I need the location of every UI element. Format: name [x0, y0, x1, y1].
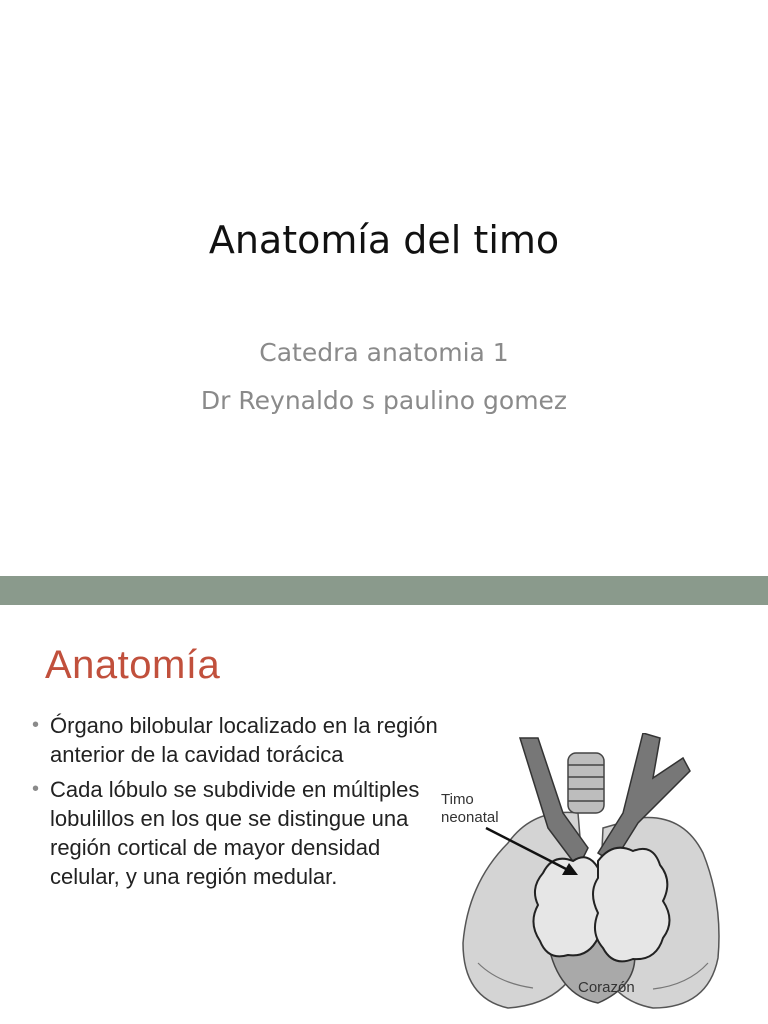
- trachea: [568, 753, 604, 813]
- thymus-right-lobe: [593, 848, 670, 962]
- slide-subtitle-course: Catedra anatomia 1: [259, 338, 509, 367]
- label-corazon: Corazón: [578, 979, 635, 996]
- bullet-text: Cada lóbulo se subdivide en múltiples lobulillos en los que se distingue una región cortical de mayor densidad celular, y una región medular.: [50, 777, 420, 889]
- bullet-item: [32, 711, 452, 769]
- bullet-list: [32, 711, 452, 897]
- label-timo: Timo: [441, 791, 474, 808]
- bullet-item: [32, 775, 452, 891]
- thymus-diagram: [438, 733, 738, 1024]
- bullet-dot-icon: •: [32, 714, 40, 736]
- anatomy-slide-title: Anatomía: [45, 643, 221, 687]
- bullet-text: Órgano bilobular localizado en la región anterior de la cavidad torácica: [50, 713, 438, 767]
- bullet-dot-icon: •: [32, 778, 40, 800]
- slide-title: Anatomía del timo: [208, 218, 560, 262]
- slide-separator-band: [0, 576, 768, 605]
- label-neonatal: neonatal: [441, 809, 499, 826]
- anatomy-slide: [0, 605, 768, 1024]
- slide-subtitle-author: Dr Reynaldo s paulino gomez: [200, 386, 568, 415]
